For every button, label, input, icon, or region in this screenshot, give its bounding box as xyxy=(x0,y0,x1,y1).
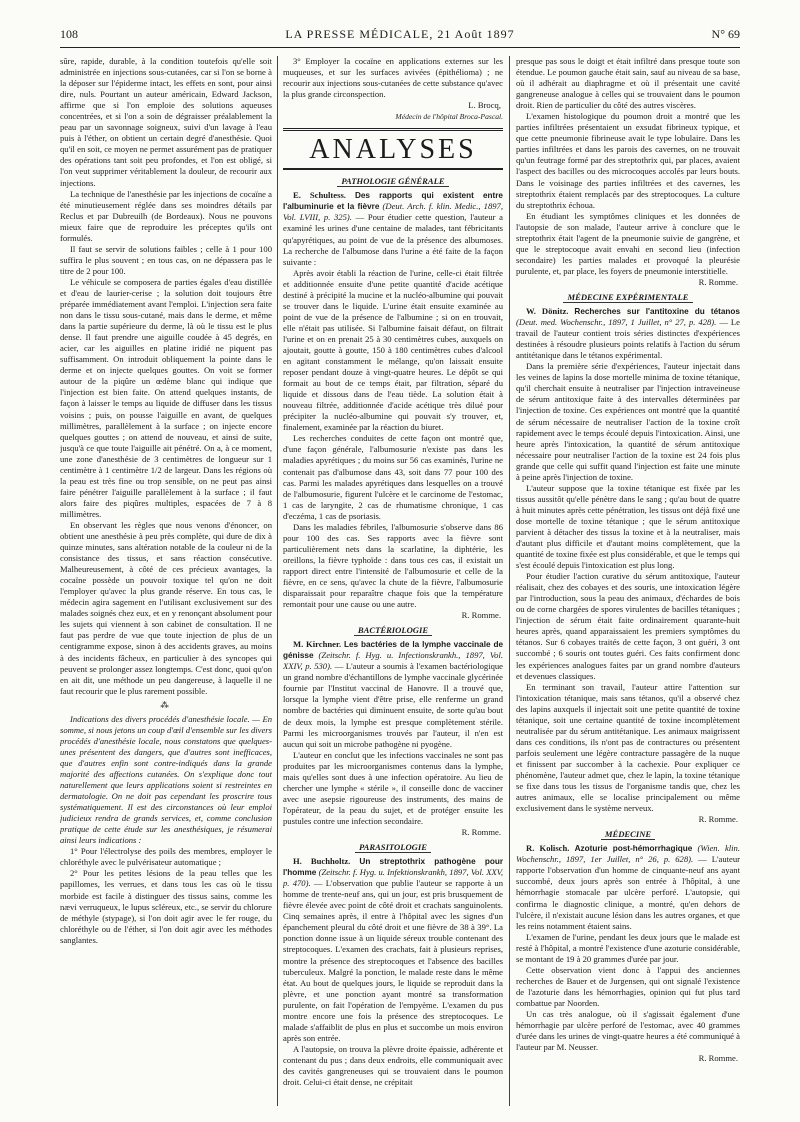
article-reference: (Deut. Arch. f. klin. Medic., 1897, Vol. LVIII, p. 325). xyxy=(283,201,503,223)
paragraph: Après avoir établi la réaction de l'urine, celle-ci était filtrée et additionnée ensuite d'une petite quantité d'acide acétique destiné à précipité la mucine et la nucléo-albumine qui pouvait se trouver dans le liquide. L'urine était ensuite examinée au point de vue de la présence de l'albumine ; si on en trouvait, elle n'était pas utilisée. Si l'albumine faisait défaut, on filtrait l'urine et on en prenait 25 à 30 centimètres cubes, auxquels on ajoutait, goutte à goutte, 150 à 180 centimètres cubes d'alcool en agitant constamment le mélange, qu'on laissait ensuite reposer pendant douze à vingt-quatre heures. Le dépôt se qui formait au bout de ce temps était, par filtration, séparé du liquide et dissous dans de l'eau tiède. La solution était à nouveau filtrée, additionnée d'acide acétique très dilué pour précipiter la nucléo-albumine qui pouvait s'y trouver, et, finalement, examinée par la réaction du biuret. xyxy=(283,267,503,433)
paragraph: Pour étudier l'action curative du sérum antitoxique, l'auteur réalisait, chez des cobayes et des souris, une intoxication légère par l'introduction, sous la peau des animaux, d'échardes de bois ou de corne chargées de spores virulentes de bacilles tétaniques ; l'injection de sérum était faite ordinairement quarante-huit heures après, quand apparaissaient les premiers symptômes du tétanos. Sur 6 cobayes traités de cette façon, 3 ont guéri, 3 ont succombé ; 6 souris ont toutes guéri. Ces faits confirment donc les expériences analogues faites par un grand nombre d'auteurs et devenues classiques. xyxy=(516,571,740,681)
paragraph: Indications des divers procédés d'anesthésie locale. — En somme, si nous jetons un coup d'œil d'ensemble sur les divers procédés d'anesthésie locale, nous constatons que quelques-unes présentent des dangers, que d'autres sont inefficaces, que d'autres enfin sont contre-indiqués dans la grande majorité des affections cutanées. On s'explique donc tout naturellement que leurs applications soient si restreintes en dermatologie. On ne doit pas cependant les proscrire tous systématiquement. Il est des circonstances où leur emploi judicieux rendra de grands services, et, comme conclusion pratique de cette étude sur les anesthésiques, je résumerai ainsi leurs indications : xyxy=(60,713,272,846)
section-heading: PATHOLOGIE GÉNÉRALE xyxy=(283,176,503,187)
issue-number: N° 69 xyxy=(711,27,740,41)
article-title: Azoturie post-hémorrhagique xyxy=(574,844,693,854)
paragraph: A l'autopsie, on trouva la plèvre droite épaissie, adhérente et contenant du pus ; dans deux endroits, elle communiquait avec des cavités gangreneuses qui se trouvaient dans le poumon droit. Celui-ci était dense, ne crépitait xyxy=(283,1043,503,1088)
paragraph: En étudiant les symptômes cliniques et les données de l'autopsie de son malade, l'auteur arrive à conclure que le streptothrix était l'agent de la pneumonie suivie de gangrène, et que le streptocoque avait envahi en second lieu (infection secondaire) les parties malades et provoqué la pleurésie purulente, et, par place, les foyers de pneumonie interstitielle. xyxy=(516,210,740,276)
paragraph: Cette observation vient donc à l'appui des anciennes recherches de Bauer et de Jurgensen, qui ont signalé l'existence de l'azoturie dans les hémorrhagies, opinion qui fut plus tard combattue par Noorden. xyxy=(516,964,740,1008)
analysis-signature: R. Romme. xyxy=(698,814,738,825)
paragraph: 3° Employer la cocaïne en applications externes sur les muqueuses, et sur les surfaces avivées (épithélioma) ; ne recourir aux injections sous-cutanées de cette substance qu'avec la plus grande circonspection. xyxy=(283,56,503,100)
column-divider xyxy=(277,56,278,1106)
page-number: 108 xyxy=(60,27,78,41)
analyses-title: ANALYSES xyxy=(283,128,503,170)
column-3 xyxy=(516,56,740,1114)
paragraph: 1° Pour l'électrolyse des poils des membres, employer le chloréthyle avec le pulvérisateur automatique ; xyxy=(60,846,272,868)
paragraph: Dans les maladies fébriles, l'albumosurie s'observe dans 86 pour 100 des cas. Ses rapports avec la fièvre sont particulièrement nets dans la scarlatine, la diphtérie, les oreillons, la fièvre typhoïde : dans tous ces cas, il existait un rapport direct entre l'intensité de l'albumosurie et celle de la fièvre, en ce sens, qu'avec la chute de la fièvre, l'albumosurie disparaissait pour reparaître chaque fois que la température remontait pour une cause ou une autre. xyxy=(283,521,503,610)
article-author: E. Schultess. xyxy=(293,190,346,201)
article-title: Les bactéries de la lymphe vaccinale de génisse xyxy=(283,640,503,661)
paragraph: L'auteur suppose que la toxine tétanique est fixée par les tissus aussitôt qu'elle pénètre dans le sang ; qu'au bout de quatre à huit minutes après cette pénétration, les tissus ont déjà fixé une dose mortelle de toxine tétanique ; que le sérum antitoxique parvient à détacher des tissus la toxine et à la neutraliser, mais d'autant plus difficile et d'autant moins complètement, que la quantité de toxine fixée est plus considérable, et que le temps qui s'est écoulé depuis l'intoxication est plus long. xyxy=(516,482,740,571)
paragraph: sûre, rapide, durable, à la condition toutefois qu'elle soit administrée en injections sous-cutanées, car si l'on se borne à la déposer sur l'épiderme intact, les effets en sont, pour ainsi dire, nuls. Pourtant un auteur américain, Edward Jackson, affirme que si l'on emploie des solutions aqueuses concentrées, et si l'on a soin de dégraisser préalablement la peau par un savonnage soigneux, suivi d'un lavage à l'eau puis à l'éther, on obtient un certain degré d'anesthésie. Quoi qu'il en soit, ce moyen ne permet assurément pas de pratiquer des opérations tant soit peu profondes, et l'on est obligé, si l'on veut supprimer véritablement la douleur, de recourir aux injections. xyxy=(60,56,272,188)
article-reference: (Wien. klin. Wochenschr., 1897, 1er Juillet, n° 26, p. 628). xyxy=(516,843,740,865)
section-heading: MÉDECINE EXPÉRIMENTALE xyxy=(516,292,740,303)
section-heading: PARASITOLOGIE xyxy=(283,842,503,853)
column-1 xyxy=(60,56,272,1114)
article-reference: (Deut. med. Wochenschr., 1897, 1 Juillet, n° 27, p. 428). xyxy=(516,317,717,328)
article-author: W. Dönitz. xyxy=(526,306,569,317)
article-paragraph: M. Kirchner. Les bactéries de la lymphe vaccinale de génisse (Zeitschr. f. Hyg. u. Infectionskrankh., 1897, Vol. XXIV, p. 530). — L'auteur a soumis à l'examen bactériologique un grand nombre d'échantillons de lymphe vaccinale glycérinée fournie par l'Institut vaccinal de Hanovre. Il a trouvé que, lorsque la lymphe vient d'être prise, elle renferme un grand nombre de bactéries qui diminuent ensuite, de sorte qu'au bout de deux mois, la lymphe est presque complètement stérile. Parmi les microorganismes trouvés par l'auteur, il n'en est aucun qui soit un microbe pathogène ni pyogène. xyxy=(283,639,503,749)
analysis-signature: R. Romme. xyxy=(461,610,501,621)
section-heading: MÉDECINE xyxy=(516,829,740,840)
article-paragraph: H. Buchholtz. Un streptothrix pathogène pour l'homme (Zeitschr. f. Hyg. u. Infektionskrankh, 1897, Vol. XXV, p. 470). — L'observation que publie l'auteur se rapporte à un homme de trente-neuf ans, qui un jour, est pris brusquement de fièvre élevée avec point de côté droit et crachats sanguinolents. Cinq semaines après, il entre à l'hôpital avec les signes d'un épanchement pleural du côté droit et une fièvre de 38 à 39°. La ponction donne issue à un liquide séreux trouble contenant des streptocoques. L'examen des crachats, fait à plusieurs reprises, montre la présence des streptocoques et l'absence des bacilles tuberculeux. Malgré la ponction, le malade reste dans le même état. Au bout de quelques jours, le liquide se reproduit dans la plèvre, et une ponction ayant montré sa transformation purulente, on fait l'opération de l'empyème. L'examen du pus montre encore une fois la présence des streptocoques. Le malade s'affaiblit de plus en plus et succombe un mois environ après son entrée. xyxy=(283,856,503,1043)
article-author: H. Buchholtz. xyxy=(293,856,351,867)
paragraph: En terminant son travail, l'auteur attire l'attention sur l'intoxication tétanique, mais sans tétanos, qu'il a observé chez des lapins auxquels il injectait soit une petite quantité de toxine tétanique, soit une certaine quantité de toxine incomplètement neutralisée par du sérum antitétanique. Les animaux maigrissent dans ces conditions, ils n'ont pas de contractures ou présentent parfois seulement une légère contracture passagère de la nuque et finissent par succomber à la cachexie. Pour expliquer ce phénomène, l'auteur admet que, chez le lapin, la toxine tétanique se fixe dans tous les tissus de l'organisme tandis que, chez les autres animaux, elle se localise principalement ou même exclusivement dans le système nerveux. xyxy=(516,681,740,814)
article-paragraph: W. Dönitz. Recherches sur l'antitoxine du tétanos (Deut. med. Wochenschr., 1897, 1 Juillet, n° 27, p. 428). — Le travail de l'auteur contient trois séries distinctes d'expériences destinées à résoudre plusieurs points relatifs à l'action du sérum antitétanique dans le tétanos expérimental. xyxy=(516,306,740,361)
paragraph: L'examen de l'urine, pendant les deux jours que le malade est resté à l'hôpital, a montré l'existence d'une azoturie considérable, se montant de 19 à 20 grammes d'urée par jour. xyxy=(516,931,740,964)
article-reference: (Zeitschr. f. Hyg. u. Infectionskrankh., 1897, Vol. XXIV, p. 530). xyxy=(283,650,503,672)
section-heading: BACTÉRIOLOGIE xyxy=(283,625,503,636)
article-paragraph: E. Schultess. Des rapports qui existent entre l'albuminurie et la fièvre (Deut. Arch. f. klin. Medic., 1897, Vol. LVIII, p. 325). — Pour étudier cette question, l'auteur a examiné les urines d'une centaine de malades, tant fébricitants qu'apyrétiques, au point de vue de la présence des albumoses. La recherche de l'albumose dans l'urine a été faite de la façon suivante : xyxy=(283,190,503,267)
article-author: R. Kolisch. xyxy=(526,843,570,854)
journal-title: LA PRESSE MÉDICALE, 21 Août 1897 xyxy=(285,27,515,41)
article-title: Un streptothrix pathogène pour l'homme xyxy=(283,857,503,878)
paragraph: Il faut se servir de solutions faibles ; celle à 1 pour 100 suffira le plus souvent ; en tous cas, on ne dépassera pas le titre de 2 pour 100. xyxy=(60,243,272,276)
analysis-signature: R. Romme. xyxy=(698,1053,738,1064)
column-divider xyxy=(509,56,510,1106)
article-title: Recherches sur l'antitoxine du tétanos xyxy=(574,307,740,317)
paragraph: L'auteur en conclut que les infections vaccinales ne sont pas produites par les microorganismes contenus dans la lymphe, mais qu'elles sont dues à une infection opératoire. Au lieu de chercher une lymphe « stérile », il conseille donc de vacciner avec une asepsie rigoureuse des instruments, des mains de l'opérateur, de la peau du sujet, et de protéger ensuite les pustules contre une infection secondaire. xyxy=(283,749,503,826)
paragraph: L'examen histologique du poumon droit a montré que les parties infiltrées présentaient un exsudat fibrineux typique, et que cette pneumonie fibrineuse avait le type lobulaire. Dans les parties infiltrées et dans les parois des cavernes, on ne trouvait qu'un feutrage formé par des streptothrix qui, par places, avaient l'aspect des bacilles ou des microcoques accolés par leurs bouts. Dans le voisinage des parties infiltrées et des cavernes, les streptothrix étaient remplacés par des streptocoques. La culture du streptothrix échoua. xyxy=(516,111,740,210)
article-title: Des rapports qui existent entre l'albuminurie et la fièvre xyxy=(283,191,503,212)
article-author: M. Kirchner. xyxy=(293,639,342,650)
section-separator: ⁂ xyxy=(160,699,172,710)
paragraph: Le véhicule se composera de parties égales d'eau distillée et d'eau de laurier-cerise ; la solution doit toujours être préparée immédiatement avant l'emploi. L'injection sera faite non dans le tissu sous-cutané, mais dans le derme, et même dans la partie supérieure du derme, là où le tissu est le plus dense. Il faut prendre une aiguille coudée à 45 degrés, en acier, car les aiguilles en platine iridié ne piquent pas suffisamment. On introduit obliquement la pointe dans le derme et on injecte quelques gouttes. On voit se former autour de la piqûre un œdème blanc qui indique que l'injection est bien faite. On attend quelques instants, de façon à laisser le temps au liquide de diffuser dans les tissus voisins ; puis, on pousse l'aiguille en avant, de quelques millimètres, parallèlement à la surface ; on injecte encore quelques gouttes ; on attend de nouveau, et ainsi de suite, jusqu'à ce que toute l'aiguille ait pénétré. On a, à ce moment, une zone d'anesthésie de 3 centimètres de longueur sur 1 centimètre à 1 centimètre 1/2 de largeur. Dans les régions où la peau est très fine ou trop sensible, on ne peut pas ainsi faire pénétrer l'aiguille parallèlement à la surface ; il faut alors faire des piqûres multiples, espacées de 7 à 8 millimètres. xyxy=(60,276,272,519)
paragraph: Les recherches conduites de cette façon ont montré que, d'une façon générale, l'albumosurie n'existe pas dans les maladies apyrétiques ; du moins sur 56 cas examinés, l'urine ne contenait pas d'albumose dans 43, soit dans 77 pour 100 des cas. Parmi les malades apyrétiques dans lesquelles on a trouvé de l'albumosurie, figurent l'ulcère et le carcinome de l'estomac, 1 cas de laryngite, 2 cas de rhumatisme chronique, 1 cas d'eczéma, 1 cas de psoriasis. xyxy=(283,433,503,521)
paragraph: Un cas très analogue, où il s'agissait également d'une hémorrhagie par ulcère perforé de l'estomac, avec 40 grammes d'urée dans les urines de vingt-quatre heures a été communiqué à l'auteur par M. Neusser. xyxy=(516,1008,740,1053)
header-rule xyxy=(60,47,740,48)
page-header xyxy=(60,27,740,47)
paragraph: Dans la première série d'expériences, l'auteur injectait dans les veines de lapins la dose mortelle minima de toxine tétanique, qu'il cherchait ensuite à neutraliser par l'injection intraveineuse de sérum antitoxique faite à des intervalles déterminées par l'injection de toxine. Ces expériences ont montré que la quantité de sérum nécessaire de neutraliser l'action de la toxine croît rapidement avec le temps écoulé depuis l'intoxication. Ainsi, une heure après l'intoxication, la quantité de sérum antitoxique nécessaire pour neutraliser l'action de la toxine est 24 fois plus grande que celle qui suffit quand l'injection est faite une minute à peine après l'injection de toxine. xyxy=(516,361,740,482)
analysis-signature: R. Romme. xyxy=(698,276,738,287)
paragraph: En observant les règles que nous venons d'énoncer, on obtient une anesthésie à peu près complète, qui dure de dix à quinze minutes, sans altération notable de la couleur ni de la consistance des tissus, et sans réaction consécutive. Malheureusement, à côté de ces précieux avantages, la cocaïne possède un pouvoir toxique tel qu'on ne doit l'employer qu'avec la plus grande réserve. En tous cas, le médecin agira sagement en l'utilisant exclusivement sur des malades soignés chez eux, et en y renonçant absolument pour les sujets qui viennent à son cabinet de consultation. Il ne faut pas perdre de vue que toute injection de plus de un centigramme expose, sinon à des accidents graves, au moins à des incidents fâcheux, en particulier à des syncopes qui peuvent se prolonger assez longtemps. C'est donc, quoi qu'on en ait dit, une méthode un peu dangereuse, à laquelle il ne faut recourir que le plus rarement possible. xyxy=(60,519,272,696)
paragraph: La technique de l'anesthésie par les injections de cocaïne a été minutieusement réglée dans ses moindres détails par Reclus et par Dubreuilh (de Bordeaux). Nous ne pouvons mieux faire que de reproduire les préceptes qu'ils ont formulés. xyxy=(60,188,272,243)
paragraph: presque pas sous le doigt et était infiltré dans presque toute son étendue. Le poumon gauche était sain, sauf au niveau de sa base, où il adhérait au diaphragme et où il présentait une cavité gangreneuse analogue à celles qui se trouvaient dans le poumon droit. Rien de particulier du côté des autres viscères. xyxy=(516,56,740,111)
article-paragraph: R. Kolisch. Azoturie post-hémorrhagique (Wien. klin. Wochenschr., 1897, 1er Juillet, n° 26, p. 628). — L'auteur rapporte l'observation d'un homme de cinquante-neuf ans ayant succombé, deux jours après son entrée à l'hôpital, à une hémorrhagie stomacale par ulcère perforé. L'autopsie, qui confirma le diagnostic clinique, a montré, qu'en dehors de l'ulcère, il n'existait aucune lésion dans les autres organes, et que les reins notamment étaient sains. xyxy=(516,843,740,931)
article-reference: (Zeitschr. f. Hyg. u. Infektionskrankh, 1897, Vol. XXV, p. 470). xyxy=(283,867,503,889)
column-2 xyxy=(283,56,503,1114)
paragraph: 2° Pour les petites lésions de la peau telles que les papillomes, les verrues, et dans tous les cas où le tissu morbide est facile à distinguer des tissus sains, comme les nævi verruqueux, le lupus scléreux, etc., se servir du chlorure de méthyle (stypage), si l'on doit agir avec le fer rouge, du chloréthyle ou de l'éther, si l'on doit agir avec les méthodes sanglantes. xyxy=(60,868,272,945)
analysis-signature: R. Romme. xyxy=(461,827,501,837)
author-signature: L. Brocq, xyxy=(468,100,501,111)
author-role: Médecin de l'hôpital Broca-Pascal. xyxy=(395,112,503,122)
